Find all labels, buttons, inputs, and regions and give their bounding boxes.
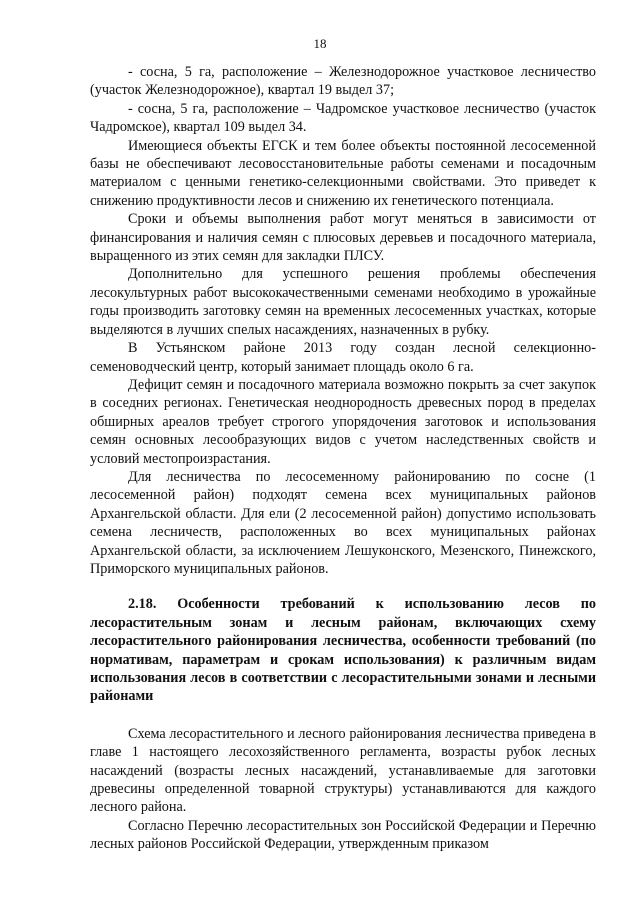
paragraph-seed-site-2: - сосна, 5 га, расположение – Чадромское участковое лесничество (участок Чадромское), квартал 109 выдел 34.: [90, 100, 596, 136]
page-number: 18: [313, 36, 327, 51]
document-body: [90, 63, 596, 854]
paragraph-egsk-objects: Имеющиеся объекты ЕГСК и тем более объекты постоянной лесосеменной базы не обеспечивают лесовосстановительные работы семенами и посадочным материалом с ценными генетико-селекционными свойствами. Это приведет к снижению продуктивности лесов и снижению их генетического потенциала.: [90, 137, 596, 209]
paragraph-zoning-scheme: Схема лесорастительного и лесного районирования лесничества приведена в главе 1 настоящего лесохозяйственного регламента, возрасты рубок лесных насаждений (возрасты лесных насаждений, устанавливаемые для заготовки древесины определенной товарной структуры) устанавливаются для каждого лесного района.: [90, 725, 596, 816]
paragraph-work-terms: Сроки и объемы выполнения работ могут меняться в зависимости от финансирования и наличия семян с плюсовых деревьев и посадочного материала, выращенного из этих семян для закладки ПЛСУ.: [90, 211, 596, 265]
paragraph-seed-site-1: - сосна, 5 га, расположение – Железнодорожное участковое лесничество (участок Железнодорожное), квартал 19 выдел 37;: [90, 64, 596, 99]
paragraph-ustyansky-center: В Устьянском районе 2013 году создан лесной селекционно-семеноводческий центр, который занимает площадь около 6 га.: [90, 340, 596, 375]
section-heading-2-18: 2.18. Особенности требований к использованию лесов по лесорастительным зонам и лесным районам, включающих схему лесорастительного районирования лесничества, особенности требований (по нормативам, параметрам и срокам использования) к различным видам использования лесов в соответствии с лесорастительными зонами и лесными районами: [90, 596, 596, 705]
paragraph-seed-deficit: Дефицит семян и посадочного материала возможно покрыть за счет закупок в соседних регионах. Генетическая неоднородность древесных пород в пределах обширных ареалов требует строгого упорядочения заготовок и использования семян основных лесообразующих видов с учетом наследственных свойств и условий местопроизрастания.: [90, 376, 596, 467]
section-spacer: [90, 706, 596, 725]
paragraph-seed-zoning: Для лесничества по лесосеменному районированию по сосне (1 лесосеменной район) подходят семена всех муниципальных районов Архангельской области. Для ели (2 лесосеменной район) допустимо использовать семена лесничеств, расположенных во всех муниципальных районах Архангельской области, за исключением Лешуконского, Мезенского, Пинежского, Приморского муниципальных районов.: [90, 468, 596, 577]
paragraph-zones-list: Согласно Перечню лесорастительных зон Российской Федерации и Перечню лесных районов Российской Федерации, утвержденным приказом: [90, 817, 596, 853]
paragraph-additional-measures: Дополнительно для успешного решения проблемы обеспечения лесокультурных работ высококачественными семенами необходимо в урожайные годы производить заготовку семян на временных лесосеменных участках, которые выделяются в лучших спелых насаждениях, назначенных в рубку.: [90, 266, 596, 338]
